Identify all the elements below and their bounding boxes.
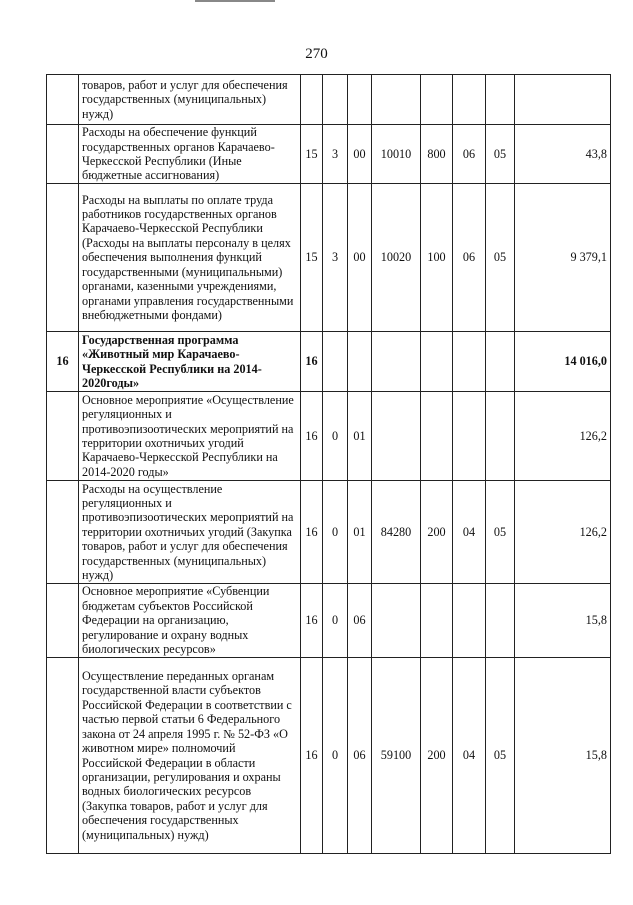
event-code: 01 [348, 481, 372, 584]
subsection-code [486, 332, 515, 392]
direction-code [372, 584, 421, 658]
row-name: Осуществление переданных органам государственной власти субъектов Российской Федерации в соответствии с частью первой статьи 6 Федерального закона от 24 апреля 1995 г. № 52-ФЗ «О животном мире» полномочий Российской Федерации в области организации, регулирования и охраны водных биологических ресурсов (Закупка товаров, работ и услуг для обеспечения государственных (муниципальных) нужд) [79, 658, 301, 854]
row-number [47, 481, 79, 584]
program-code: 16 [301, 392, 323, 481]
direction-code: 84280 [372, 481, 421, 584]
section-code [453, 584, 486, 658]
subprogram-code: 3 [323, 184, 348, 332]
row-name: Расходы на обеспечение функций государственных органов Карачаево-Черкесской Республики (Иные бюджетные ассигнования) [79, 125, 301, 184]
program-code: 16 [301, 332, 323, 392]
table-row [47, 184, 611, 332]
expense-type-code [421, 332, 453, 392]
subprogram-code: 0 [323, 392, 348, 481]
subsection-code: 05 [486, 481, 515, 584]
expense-type-code: 200 [421, 481, 453, 584]
page-number: 270 [305, 46, 328, 62]
event-code: 00 [348, 184, 372, 332]
section-code: 06 [453, 184, 486, 332]
amount: 9 379,1 [515, 184, 611, 332]
table-row [47, 392, 611, 481]
row-name: Расходы на осуществление регуляционных и противоэпизоотических мероприятий на территории охотничьих угодий (Закупка товаров, работ и услуг для обеспечения государственных (муниципальных) нужд) [79, 481, 301, 584]
row-number [47, 584, 79, 658]
row-name: Основное мероприятие «Осуществление регуляционных и противоэпизоотических мероприятий на территории охотничьих угодий Карачаево-Черкесской Республики на 2014-2020 годы» [79, 392, 301, 481]
direction-code: 10010 [372, 125, 421, 184]
program-code: 16 [301, 658, 323, 854]
program-code: 15 [301, 184, 323, 332]
subprogram-code: 3 [323, 125, 348, 184]
budget-table [46, 74, 611, 854]
row-number [47, 75, 79, 125]
row-number [47, 392, 79, 481]
expense-type-code: 100 [421, 184, 453, 332]
expense-type-code [421, 584, 453, 658]
program-code [301, 75, 323, 125]
row-number [47, 184, 79, 332]
row-name: Расходы на выплаты по оплате труда работников государственных органов Карачаево-Черкесской Республики (Расходы на выплаты персоналу в целях обеспечения выполнения функций государственными (муниципальными) органами, казенными учреждениями, органами управления государственными внебюджетными фондами) [79, 184, 301, 332]
row-name: Государственная программа «Животный мир Карачаево-Черкесской Республики на 2014-2020годы» [79, 332, 301, 392]
row-name: Основное мероприятие «Субвенции бюджетам субъектов Российской Федерации на организацию, регулирование и охрану водных биологических ресурсов» [79, 584, 301, 658]
event-code [348, 332, 372, 392]
subprogram-code [323, 75, 348, 125]
section-code [453, 332, 486, 392]
subsection-code [486, 584, 515, 658]
direction-code [372, 392, 421, 481]
direction-code [372, 75, 421, 125]
event-code: 06 [348, 584, 372, 658]
table-row [47, 481, 611, 584]
event-code: 01 [348, 392, 372, 481]
table-row [47, 658, 611, 854]
program-code: 16 [301, 584, 323, 658]
expense-type-code: 200 [421, 658, 453, 854]
direction-code: 59100 [372, 658, 421, 854]
event-code: 06 [348, 658, 372, 854]
expense-type-code: 800 [421, 125, 453, 184]
amount: 43,8 [515, 125, 611, 184]
subprogram-code [323, 332, 348, 392]
row-number [47, 125, 79, 184]
amount: 126,2 [515, 392, 611, 481]
section-code: 04 [453, 658, 486, 854]
section-code: 06 [453, 125, 486, 184]
top-edge-rule [195, 0, 275, 2]
subsection-code: 05 [486, 658, 515, 854]
amount: 14 016,0 [515, 332, 611, 392]
subprogram-code: 0 [323, 584, 348, 658]
program-code: 16 [301, 481, 323, 584]
row-number [47, 658, 79, 854]
amount: 126,2 [515, 481, 611, 584]
section-code: 04 [453, 481, 486, 584]
expense-type-code [421, 75, 453, 125]
table-row [47, 584, 611, 658]
subsection-code [486, 75, 515, 125]
table-row-program [47, 332, 611, 392]
row-name: товаров, работ и услуг для обеспечения государственных (муниципальных) нужд) [79, 75, 301, 125]
subsection-code: 05 [486, 184, 515, 332]
table-row [47, 125, 611, 184]
subsection-code: 05 [486, 125, 515, 184]
event-code [348, 75, 372, 125]
event-code: 00 [348, 125, 372, 184]
program-code: 15 [301, 125, 323, 184]
subsection-code [486, 392, 515, 481]
subprogram-code: 0 [323, 658, 348, 854]
subprogram-code: 0 [323, 481, 348, 584]
direction-code [372, 332, 421, 392]
amount [515, 75, 611, 125]
section-code [453, 392, 486, 481]
expense-type-code [421, 392, 453, 481]
table-row [47, 75, 611, 125]
section-code [453, 75, 486, 125]
amount: 15,8 [515, 584, 611, 658]
amount: 15,8 [515, 658, 611, 854]
row-number: 16 [47, 332, 79, 392]
direction-code: 10020 [372, 184, 421, 332]
